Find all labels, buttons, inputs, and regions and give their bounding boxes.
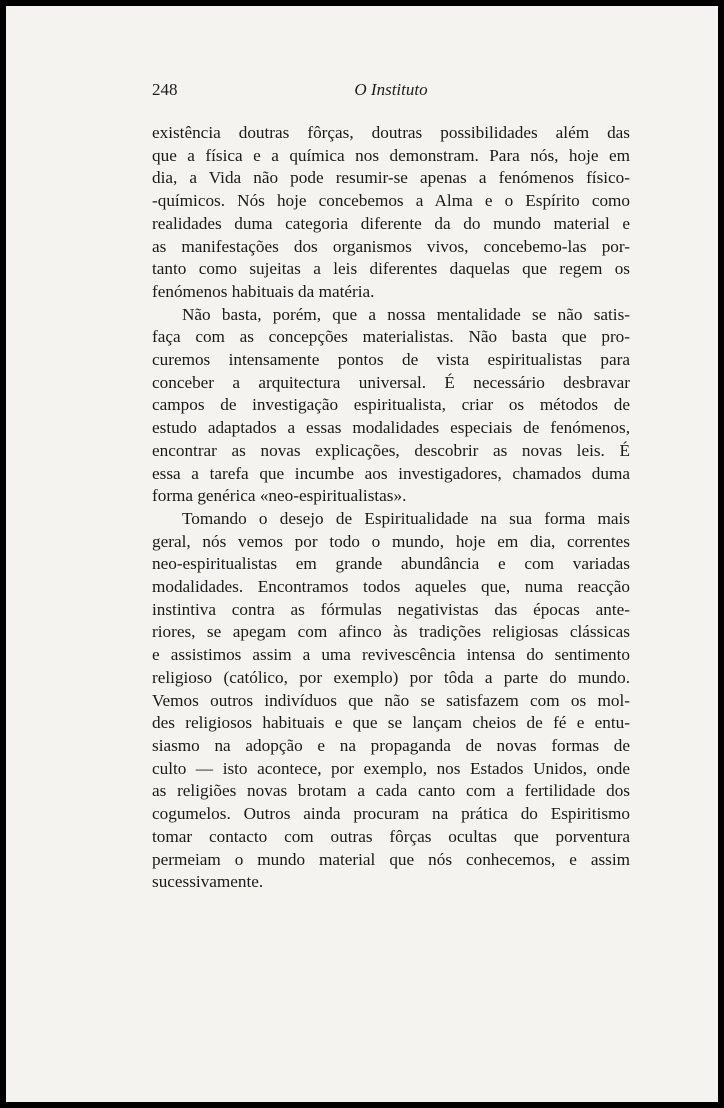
- text-line: curemos intensamente pontos de vista espiritualistas para: [152, 350, 630, 370]
- text-line: dia, a Vida não pode resumir-se apenas a fenómenos físico-: [152, 168, 630, 188]
- text-line: essa a tarefa que incumbe aos investigadores, chamados duma: [152, 463, 630, 483]
- text-line: realidades duma categoria diferente da do mundo material e: [152, 213, 630, 233]
- text-line: forma genérica «neo-espiritualistas».: [152, 486, 407, 506]
- text-line: Tomando o desejo de Espiritualidade na sua forma mais: [182, 508, 630, 528]
- text-line: conceber a arquitectura universal. É necessário desbravar: [152, 372, 630, 392]
- book-page: [6, 6, 718, 1102]
- text-line: sucessivamente.: [152, 872, 264, 892]
- text-line: instintiva contra as fórmulas negativistas das épocas ante-: [152, 599, 630, 619]
- text-line: geral, nós vemos por todo o mundo, hoje em dia, correntes: [152, 531, 630, 551]
- text-line: estudo adaptados a essas modalidades especiais de fenómenos,: [152, 418, 630, 438]
- text-line: faça com as concepções materialistas. Não basta que pro-: [152, 327, 630, 347]
- text-line: des religiosos habituais e que se lançam cheios de fé e entu-: [152, 713, 630, 733]
- paragraph: [152, 508, 630, 894]
- text-line: encontrar as novas explicações, descobrir as novas leis. É: [152, 440, 630, 460]
- page-number: 248: [152, 80, 178, 99]
- text-line: cogumelos. Outros ainda procuram na prática do Espiritismo: [152, 804, 630, 824]
- text-line: campos de investigação espiritualista, criar os métodos de: [152, 395, 630, 415]
- text-line: fenómenos habituais da matéria.: [152, 281, 375, 301]
- body-text: [152, 122, 630, 894]
- text-line: existência doutras fôrças, doutras possibilidades além das: [152, 123, 630, 142]
- text-line: culto — isto acontece, por exemplo, nos Estados Unidos, onde: [152, 758, 630, 778]
- running-head: [152, 80, 630, 104]
- text-line: Não basta, porém, que a nossa mentalidade se não satis-: [182, 304, 630, 324]
- text-line: tanto como sujeitas a leis diferentes daquelas que regem os: [152, 259, 630, 279]
- text-line: tomar contacto com outras fôrças ocultas que porventura: [152, 826, 630, 846]
- text-line: religioso (católico, por exemplo) por tôda a parte do mundo.: [152, 667, 630, 687]
- journal-title: O Instituto: [354, 80, 428, 99]
- text-line: neo-espiritualistas em grande abundância e com variadas: [152, 554, 630, 574]
- text-line: siasmo na adopção e na propaganda de novas formas de: [152, 735, 630, 755]
- text-line: riores, se apegam com afinco às tradições religiosas clássicas: [152, 622, 630, 642]
- paragraph: [152, 122, 630, 304]
- text-line: Vemos outros indivíduos que não se satisfazem com os mol-: [152, 690, 630, 710]
- paragraph: [152, 304, 630, 508]
- text-line: que a física e a química nos demonstram. Para nós, hoje em: [152, 145, 630, 165]
- text-line: permeiam o mundo material que nós conhecemos, e assim: [152, 849, 630, 869]
- text-line: e assistimos assim a uma revivescência intensa do sentimento: [152, 645, 630, 665]
- text-line: as manifestações dos organismos vivos, concebemo-las por-: [152, 236, 630, 256]
- text-line: as religiões novas brotam a cada canto com a fertilidade dos: [152, 781, 630, 801]
- text-line: modalidades. Encontramos todos aqueles que, numa reacção: [152, 577, 630, 597]
- text-line: -químicos. Nós hoje concebemos a Alma e o Espírito como: [152, 191, 630, 211]
